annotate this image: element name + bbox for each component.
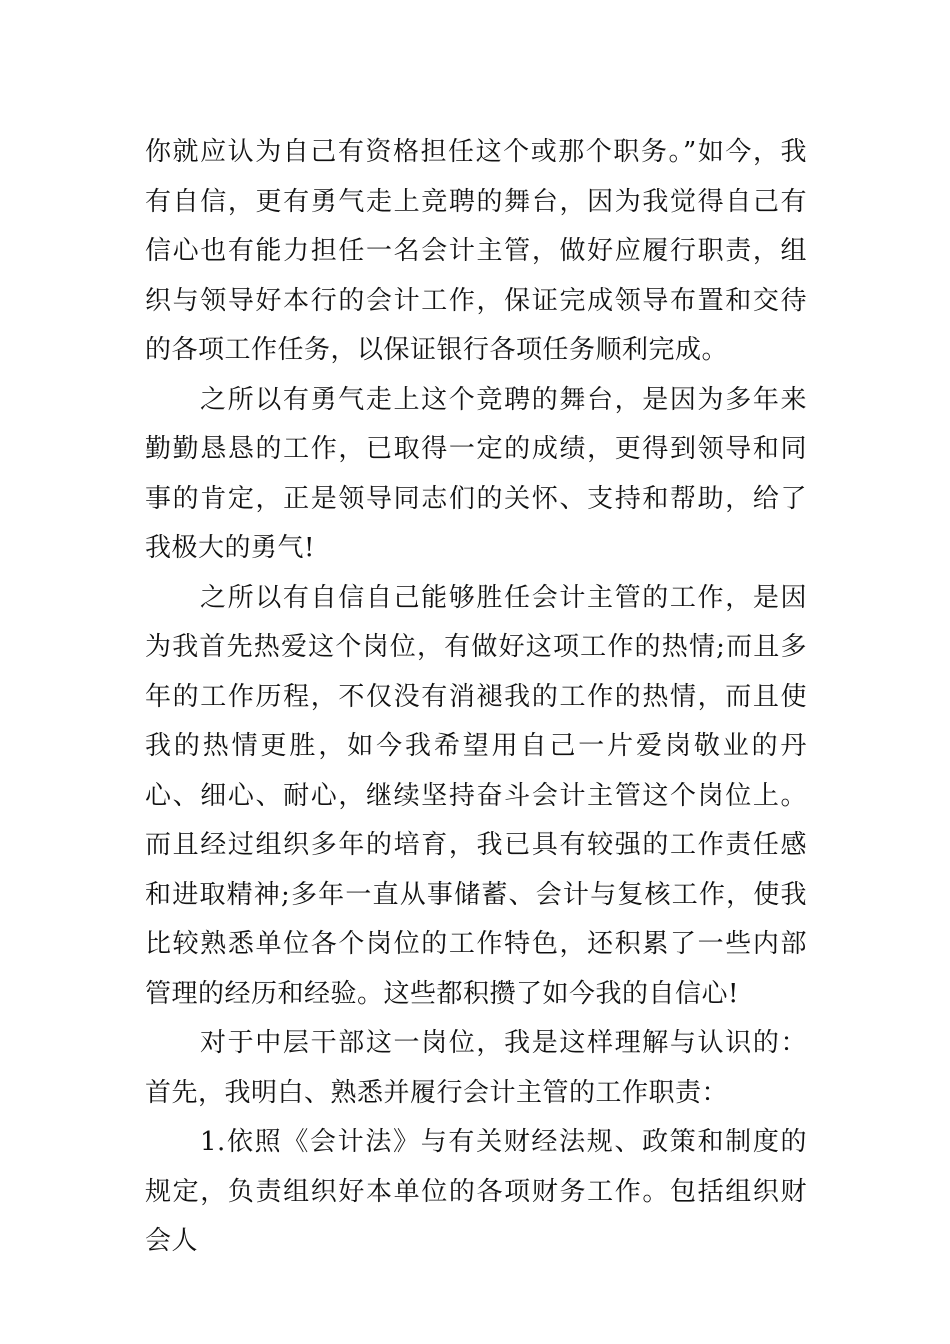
- document-body: [145, 128, 807, 1267]
- paragraph-3: 之所以有自信自己能够胜任会计主管的工作，是因为我首先热爱这个岗位，有做好这项工作的热情;而且多年的工作历程，不仅没有消褪我的工作的热情，而且使我的热情更胜，如今我希望用自己一片爱岗敬业的丹心、细心、耐心，继续坚持奋斗会计主管这个岗位上。而且经过组织多年的培育，我已具有较强的工作责任感和进取精神;多年一直从事储蓄、会计与复核工作，使我比较熟悉单位各个岗位的工作特色，还积累了一些内部管理的经历和经验。这些都积攒了如今我的自信心!: [145, 582, 807, 1009]
- paragraph-5: 1.依照《会计法》与有关财经法规、政策和制度的规定，负责组织好本单位的各项财务工作。包括组织财会人: [145, 1127, 807, 1256]
- paragraph-1: 你就应认为自己有资格担任这个或那个职务。”如今，我有自信，更有勇气走上竞聘的舞台，因为我觉得自己有信心也有能力担任一名会计主管，做好应履行职责，组织与领导好本行的会计工作，保证完成领导布置和交待的各项工作任务，以保证银行各项任务顺利完成。: [145, 137, 807, 365]
- paragraph-2: 之所以有勇气走上这个竞聘的舞台，是因为多年来勤勤恳恳的工作，已取得一定的成绩，更得到领导和同事的肯定，正是领导同志们的关怀、支持和帮助，给了我极大的勇气!: [145, 384, 807, 563]
- paragraph-4: 对于中层干部这一岗位，我是这样理解与认识的：首先，我明白、熟悉并履行会计主管的工作职责：: [145, 1028, 807, 1108]
